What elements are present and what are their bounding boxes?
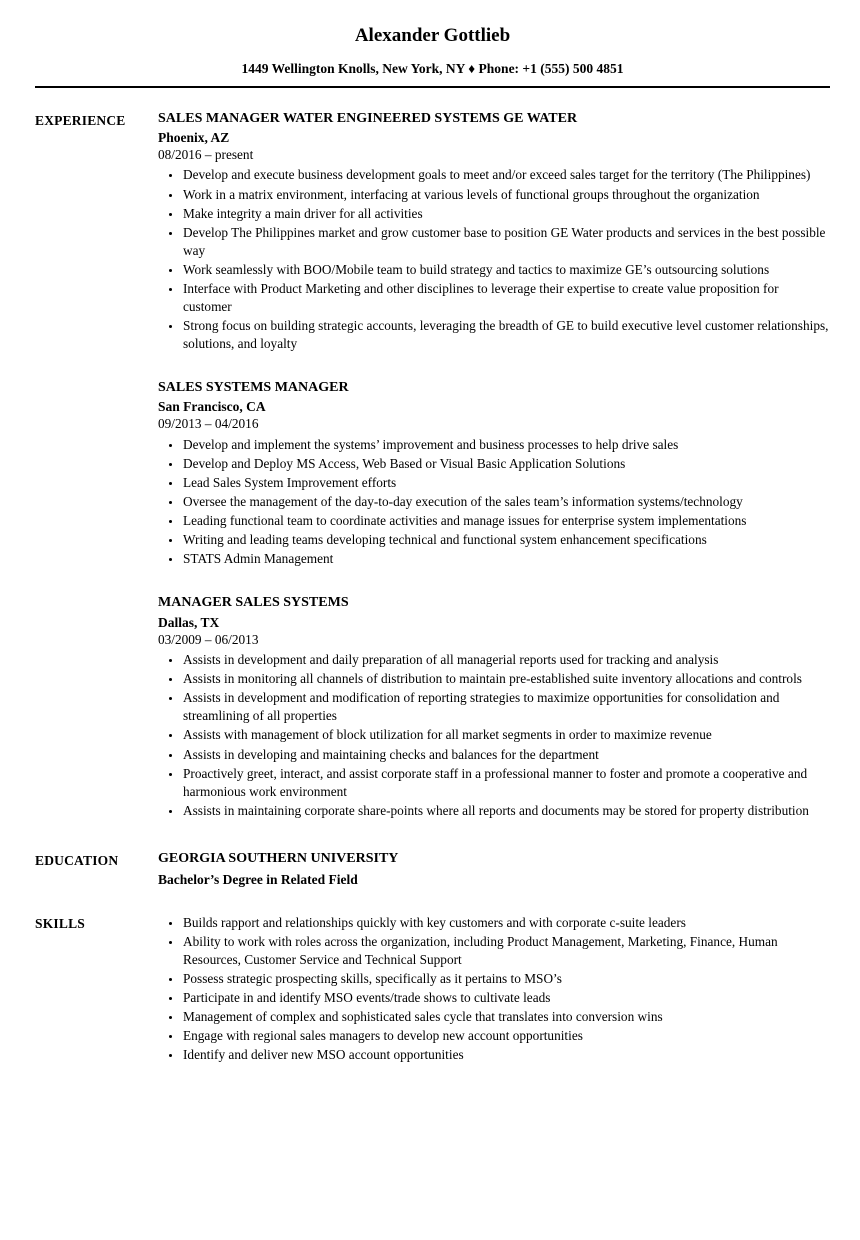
- job-bullet: • Assists with management of block utilization for all market segments in order to maximize revenue: [182, 726, 830, 744]
- job-bullet: • Develop and Deploy MS Access, Web Based or Visual Basic Application Solutions: [182, 455, 830, 473]
- candidate-name: Alexander Gottlieb: [354, 25, 511, 46]
- job-bullet: • Develop and execute business development goals to meet and/or exceed sales target for the territory (The Philippines): [182, 166, 830, 184]
- section-label-skills: SKILLS: [35, 915, 85, 931]
- job-bullet: • Writing and leading teams developing technical and functional system enhancement specifications: [182, 531, 830, 549]
- job-title: SALES MANAGER WATER ENGINEERED SYSTEMS GE WATER: [158, 110, 578, 126]
- job-entry: [158, 379, 830, 568]
- contact-line: 1449 Wellington Knolls, New York, NY ♦ Phone: +1 (555) 500 4851: [241, 60, 624, 76]
- experience-content: [158, 110, 830, 820]
- job-dates: 08/2016 – present: [158, 146, 254, 162]
- skills-content: [158, 913, 830, 1065]
- job-bullet: • Lead Sales System Improvement efforts: [182, 474, 830, 492]
- job-bullet: • Oversee the management of the day-to-day execution of the sales team’s information systems/technology: [182, 493, 830, 511]
- job-location: San Francisco, CA: [158, 399, 266, 415]
- job-bullet-list: [158, 166, 830, 353]
- section-label-education: EDUCATION: [35, 852, 119, 868]
- job-bullet: • Proactively greet, interact, and assist corporate staff in a professional manner to foster and promote a cooperative and harmonious work environment: [182, 765, 830, 801]
- job-bullet-list: [158, 436, 830, 569]
- job-title: MANAGER SALES SYSTEMS: [158, 595, 349, 611]
- skill-bullet: • Ability to work with roles across the organization, including Product Management, Marketing, Finance, Human Resources, Customer Service and Technical Support: [182, 933, 830, 969]
- skill-bullet: • Builds rapport and relationships quickly with key customers and with corporate c-suite leaders: [182, 914, 830, 932]
- job-bullet: • STATS Admin Management: [182, 550, 830, 568]
- job-bullet: • Assists in monitoring all channels of distribution to maintain pre-established suite inventory allocations and controls: [182, 670, 830, 688]
- job-location: Dallas, TX: [158, 614, 220, 630]
- job-bullet: • Leading functional team to coordinate activities and manage issues for enterprise system implementations: [182, 512, 830, 530]
- section-education: [35, 850, 830, 889]
- skills-bullet-list: [158, 914, 830, 1065]
- skill-bullet: • Engage with regional sales managers to develop new account opportunities: [182, 1027, 830, 1045]
- job-entry: [158, 110, 830, 353]
- job-entry: [158, 594, 830, 819]
- job-bullet: • Make integrity a main driver for all activities: [182, 205, 830, 223]
- section-experience: [35, 110, 830, 820]
- job-bullet: • Work seamlessly with BOO/Mobile team to build strategy and tactics to maximize GE’s outsourcing solutions: [182, 261, 830, 279]
- skill-bullet: • Possess strategic prospecting skills, specifically as it pertains to MSO’s: [182, 970, 830, 988]
- job-bullet: • Develop and implement the systems’ improvement and business processes to help drive sales: [182, 436, 830, 454]
- job-bullet: • Strong focus on building strategic accounts, leveraging the breadth of GE to build executive level customer relationships, solutions, and loyalty: [182, 317, 830, 353]
- job-title: SALES SYSTEMS MANAGER: [158, 380, 349, 396]
- job-bullet: • Work in a matrix environment, interfacing at various levels of functional groups throughout the organization: [182, 186, 830, 204]
- job-bullet: • Develop The Philippines market and grow customer base to position GE Water products and services in the best possible way: [182, 224, 830, 260]
- skill-bullet: • Management of complex and sophisticated sales cycle that translates into conversion wins: [182, 1008, 830, 1026]
- job-dates: 09/2013 – 04/2016: [158, 416, 259, 432]
- section-label-experience: EXPERIENCE: [35, 112, 126, 128]
- job-bullet: • Interface with Product Marketing and other disciplines to leverage their expertise to create value proposition for customer: [182, 280, 830, 316]
- job-dates: 03/2009 – 06/2013: [158, 631, 259, 647]
- job-bullet: • Assists in development and modification of reporting strategies to maximize opportunities for consolidation and streamlining of all properties: [182, 689, 830, 725]
- job-bullet: • Assists in maintaining corporate share-points where all reports and documents may be stored for property distribution: [182, 802, 830, 820]
- job-bullet: • Assists in development and daily preparation of all managerial reports used for tracking and analysis: [182, 651, 830, 669]
- job-location: Phoenix, AZ: [158, 129, 230, 145]
- skill-bullet: • Participate in and identify MSO events/trade shows to cultivate leads: [182, 989, 830, 1007]
- header-divider: [35, 86, 830, 88]
- section-skills: [35, 913, 830, 1065]
- job-bullet: • Assists in developing and maintaining checks and balances for the department: [182, 746, 830, 764]
- skill-bullet: • Identify and deliver new MSO account opportunities: [182, 1046, 830, 1064]
- education-content: [158, 850, 830, 889]
- education-degree: Bachelor’s Degree in Related Field: [158, 872, 358, 888]
- education-school: GEORGIA SOUTHERN UNIVERSITY: [158, 850, 399, 866]
- job-bullet-list: [158, 651, 830, 820]
